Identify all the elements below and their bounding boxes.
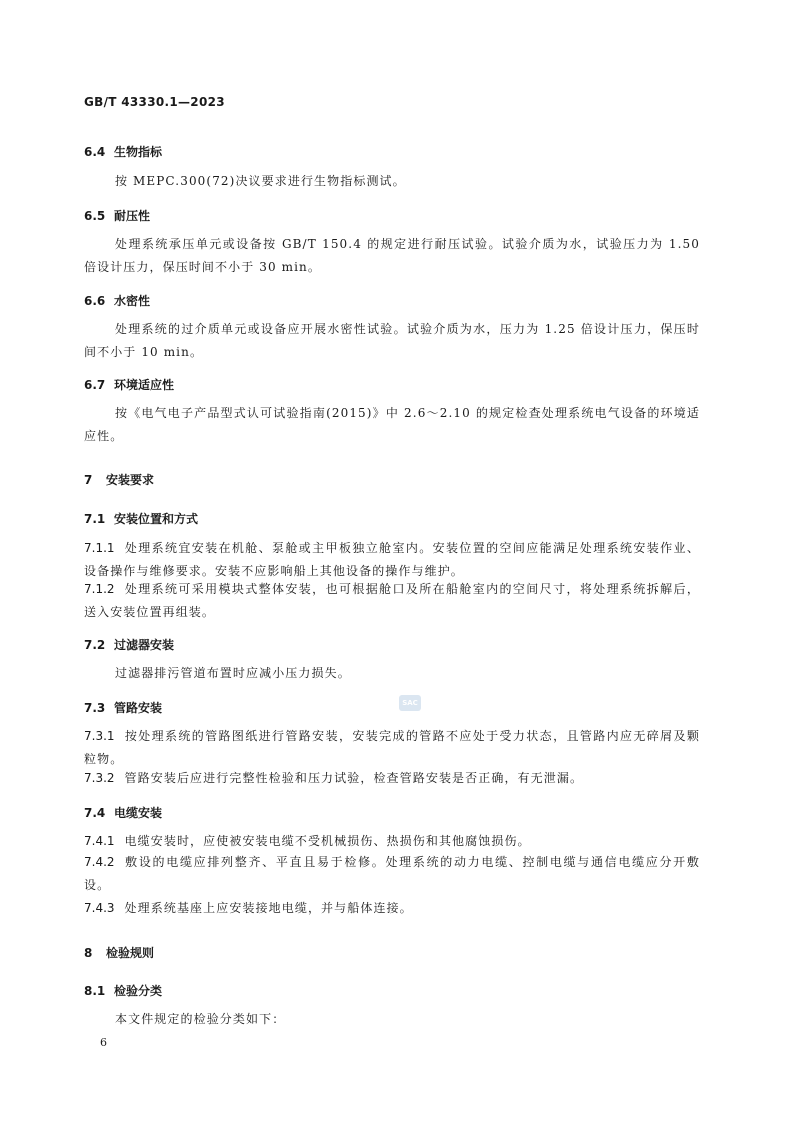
para-8-1: 本文件规定的检验分类如下： bbox=[115, 1012, 286, 1026]
heading-7-4: 7.4 电缆安装 bbox=[84, 806, 163, 820]
heading-8: 8 检验规则 bbox=[84, 946, 155, 960]
sac-watermark-logo: SAC bbox=[399, 695, 421, 711]
clause-7-4-2: 7.4.2 敷设的电缆应排列整齐、平直且易于检修。处理系统的动力电缆、控制电缆与通信电缆应分开敷设。 bbox=[84, 855, 700, 892]
heading-6-5: 6.5 耐压性 bbox=[84, 209, 151, 223]
para-7-2: 过滤器排污管道布置时应减小压力损失。 bbox=[115, 666, 351, 680]
heading-8-1: 8.1 检验分类 bbox=[84, 984, 163, 998]
clause-7-1-1: 7.1.1 处理系统宜安装在机舱、泵舱或主甲板独立舱室内。安装位置的空间应能满足处理系统安装作业、设备操作与维修要求。安装不应影响船上其他设备的操作与维护。 bbox=[84, 541, 700, 578]
para-6-6: 处理系统的过介质单元或设备应开展水密性试验。试验介质为水，压力为 1.25 倍设计压力，保压时间不小于 10 min。 bbox=[84, 322, 700, 359]
heading-6-7: 6.7 环境适应性 bbox=[84, 378, 175, 392]
clause-7-4-3: 7.4.3 处理系统基座上应安装接地电缆，并与船体连接。 bbox=[84, 901, 413, 915]
heading-6-6: 6.6 水密性 bbox=[84, 294, 151, 308]
clause-7-3-1: 7.3.1 按处理系统的管路图纸进行管路安装，安装完成的管路不应处于受力状态，且管路内应无碎屑及颗粒物。 bbox=[84, 729, 700, 766]
para-6-4: 按 MEPC.300(72)决议要求进行生物指标测试。 bbox=[115, 174, 406, 188]
heading-7-3: 7.3 管路安装 bbox=[84, 701, 163, 715]
heading-7-1: 7.1 安装位置和方式 bbox=[84, 512, 199, 526]
standard-code: GB/T 43330.1—2023 bbox=[84, 95, 225, 109]
clause-7-3-2: 7.3.2 管路安装后应进行完整性检验和压力试验，检查管路安装是否正确，有无泄漏。 bbox=[84, 771, 584, 785]
heading-6-4: 6.4 生物指标 bbox=[84, 145, 163, 159]
heading-7-2: 7.2 过滤器安装 bbox=[84, 638, 175, 652]
heading-7: 7 安装要求 bbox=[84, 473, 155, 487]
clause-7-4-1: 7.4.1 电缆安装时，应使被安装电缆不受机械损伤、热损伤和其他腐蚀损伤。 bbox=[84, 834, 531, 848]
page-number: 6 bbox=[100, 1036, 107, 1049]
para-6-5: 处理系统承压单元或设备按 GB/T 150.4 的规定进行耐压试验。试验介质为水，试验压力为 1.50 倍设计压力，保压时间不小于 30 min。 bbox=[84, 237, 700, 274]
para-6-7: 按《电气电子产品型式认可试验指南(2015)》中 2.6～2.10 的规定检查处理系统电气设备的环境适应性。 bbox=[84, 406, 700, 443]
clause-7-1-2: 7.1.2 处理系统可采用模块式整体安装，也可根据舱口及所在船舱室内的空间尺寸，将处理系统拆解后，送入安装位置再组装。 bbox=[84, 582, 700, 619]
